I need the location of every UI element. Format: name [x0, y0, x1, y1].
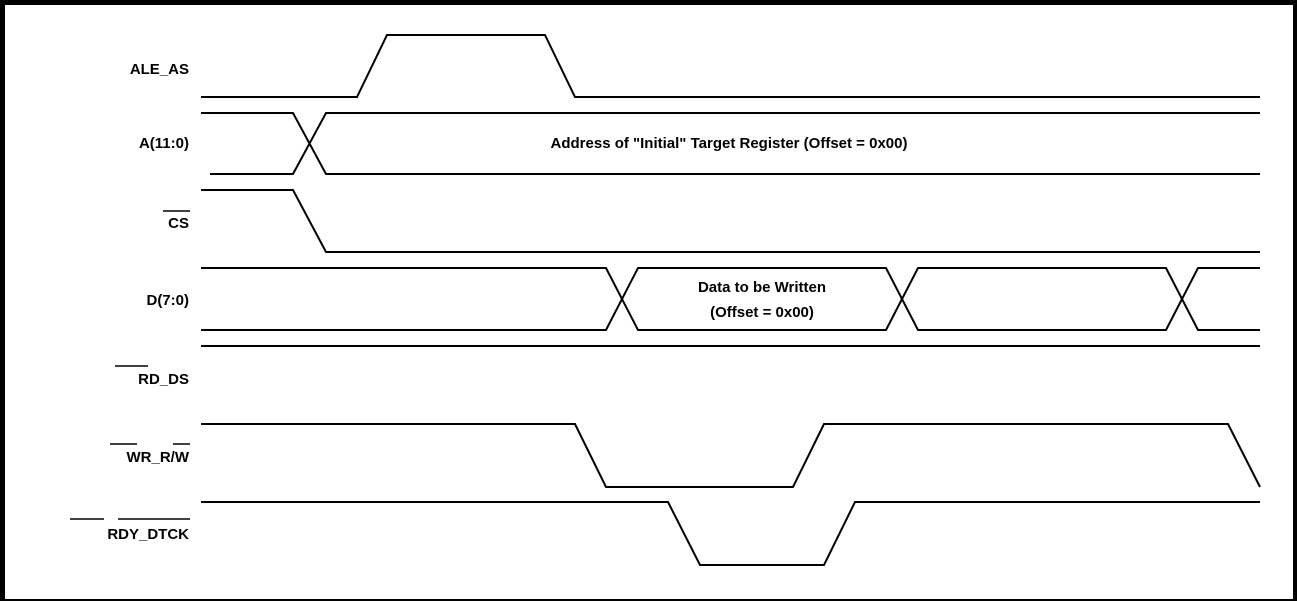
signal-data-bus [146, 268, 1260, 330]
signal-rdy-dtck [70, 502, 1260, 565]
data-annotation-line1: Data to be Written [697, 279, 827, 296]
label-cs: CS [168, 215, 189, 232]
label-address: A(11:0) [138, 135, 189, 152]
label-wr-rw: WR_R/W [126, 449, 189, 466]
signal-rd-ds [115, 346, 1260, 388]
signal-ale-as [130, 35, 1260, 97]
waveform-cs [201, 190, 1260, 252]
label-data: D(7:0) [146, 292, 189, 309]
signal-cs [163, 190, 1260, 252]
label-ale-as: ALE_AS [129, 61, 189, 78]
waveform-rdy-dtck [201, 502, 1260, 565]
signal-wr-rw [110, 424, 1260, 487]
label-rd-ds: RD_DS [138, 371, 189, 388]
label-rdy-dtck: RDY_DTCK [107, 526, 189, 543]
waveform-wr-rw [201, 424, 1260, 487]
waveform-ale-as [201, 35, 1260, 97]
address-annotation: Address of "Initial" Target Register (Offset = 0x00) [550, 135, 908, 152]
data-annotation-line2: (Offset = 0x00) [710, 304, 814, 321]
signal-address-bus [139, 113, 1260, 174]
